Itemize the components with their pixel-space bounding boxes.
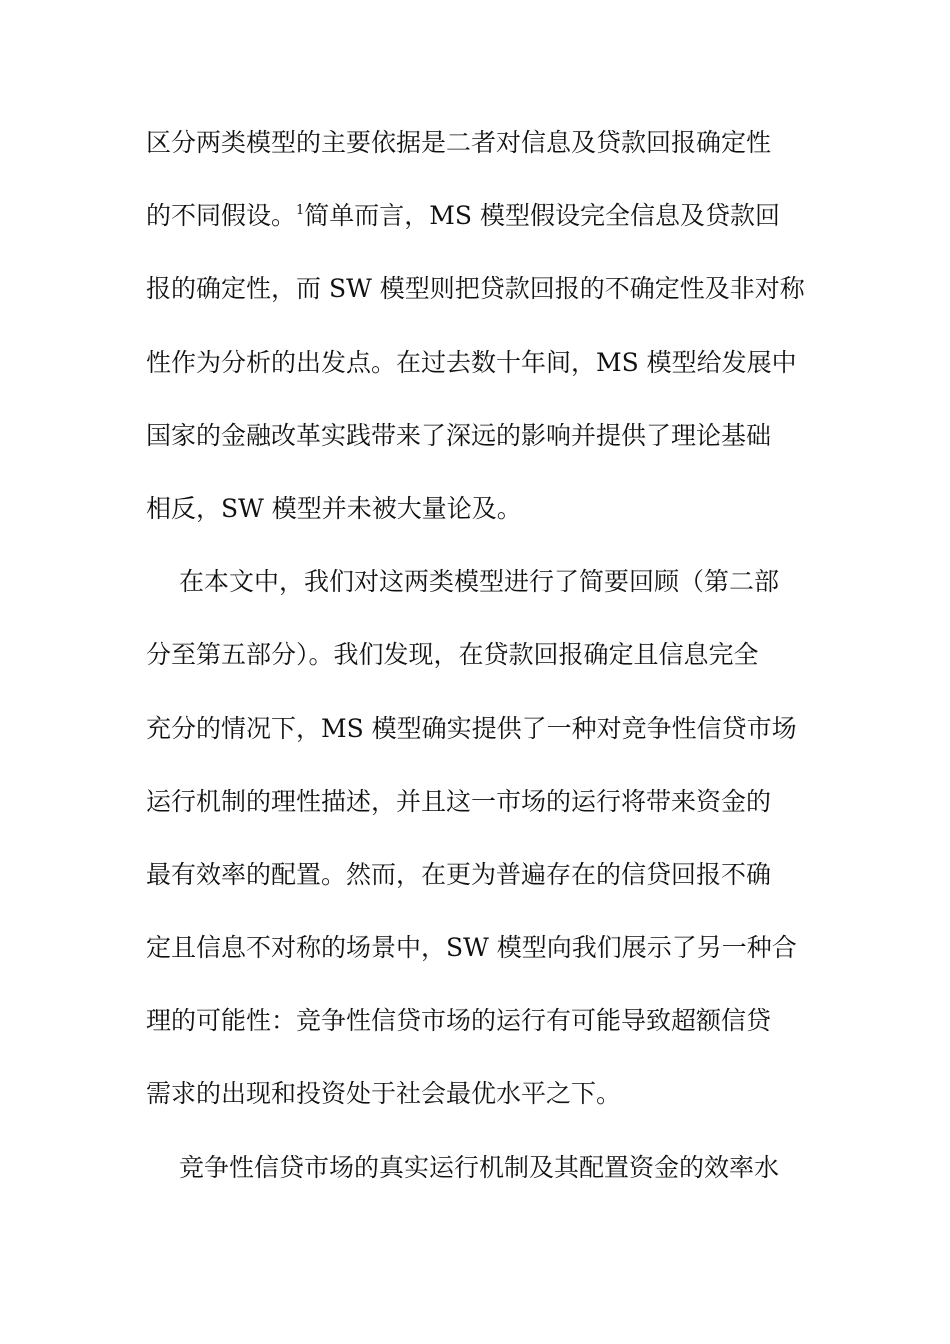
footnote-marker[interactable]: 1 xyxy=(296,203,305,219)
text-line: 国家的金融改革实践带来了深远的影响并提供了理论基础 xyxy=(146,420,772,450)
text-line: 竞争性信贷市场的真实运行机制及其配置资金的效率水 xyxy=(179,1152,780,1182)
text-line: 分至第五部分）。我们发现，在贷款回报确定且信息完全 xyxy=(146,640,759,670)
text-line: 运行机制的理性描述，并且这一市场的运行将带来资金的 xyxy=(146,786,772,816)
text-line: 区分两类模型的主要依据是二者对信息及贷款回报确定性 xyxy=(146,128,772,157)
text-line xyxy=(146,186,816,259)
text-line: 性作为分析的出发点。在过去数十年间，MS 模型给发展中 xyxy=(146,347,797,377)
text-line: 理的可能性：竞争性信贷市场的运行有可能导致超额信贷 xyxy=(146,1006,772,1036)
body-text xyxy=(146,113,816,1211)
text-line: 充分的情况下，MS 模型确实提供了一种对竞争性信贷市场 xyxy=(146,713,797,743)
text-line: 定且信息不对称的场景中，SW 模型向我们展示了另一种合 xyxy=(146,933,797,963)
text-line: 需求的出现和投资处于社会最优水平之下。 xyxy=(146,1079,622,1109)
text-line: 报的确定性，而 SW 模型则把贷款回报的不确定性及非对称 xyxy=(146,274,805,304)
text-line: 相反，SW 模型并未被大量论及。 xyxy=(146,493,522,523)
text-segment: 的不同假设。 xyxy=(146,201,297,231)
text-line: 在本文中，我们对这两类模型进行了简要回顾（第二部 xyxy=(179,567,780,597)
text-line: 最有效率的配置。然而，在更为普遍存在的信贷回报不确 xyxy=(146,859,772,889)
text-segment: 简单而言，MS 模型假设完全信息及贷款回 xyxy=(304,201,780,231)
